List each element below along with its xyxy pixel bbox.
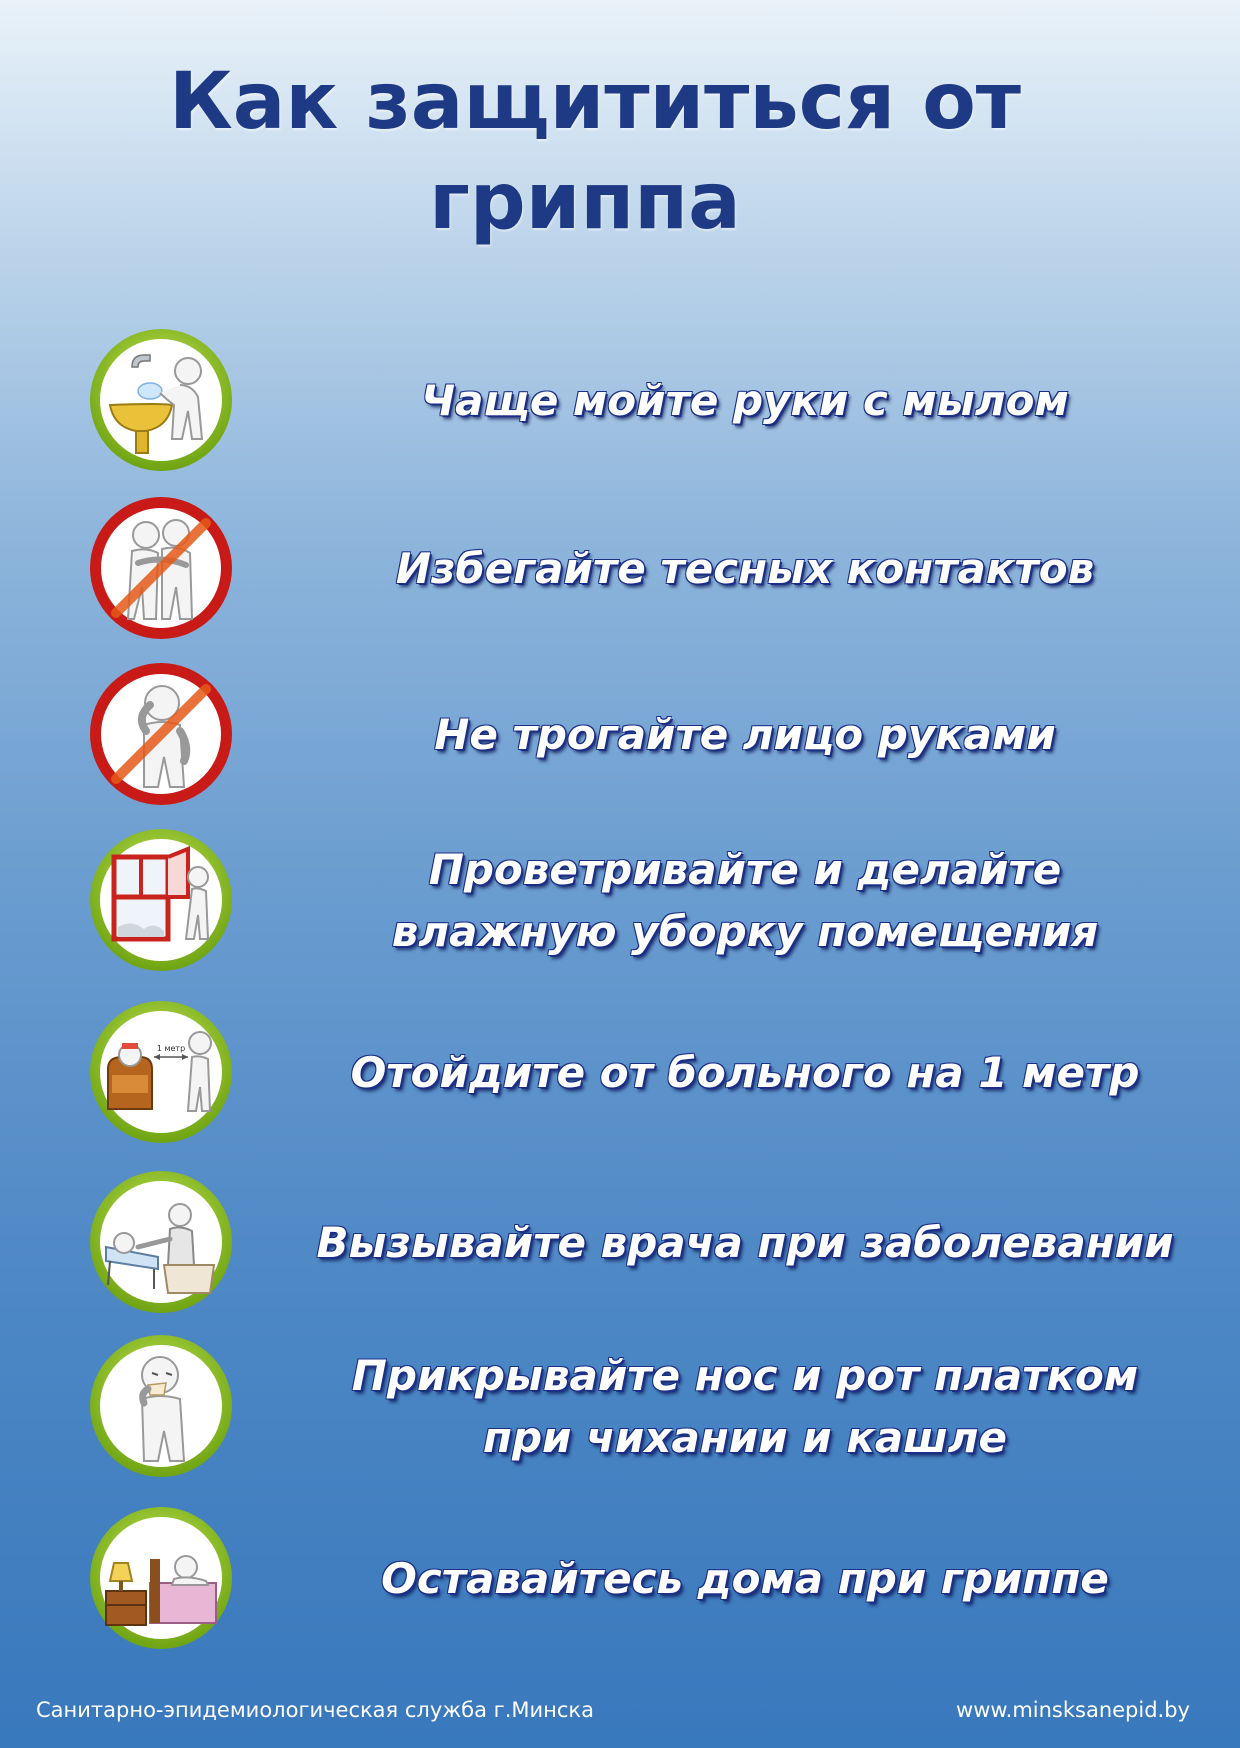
rule-item-stay-home <box>0 1496 1240 1646</box>
rule-item-call-doctor <box>0 1160 1240 1310</box>
rule-item-wash-hands <box>0 318 1240 468</box>
rule-item-avoid-contacts <box>0 486 1240 636</box>
rule-text-line: при чихании и кашле <box>482 1413 1008 1462</box>
title-line-1: Как защититься от <box>169 57 1021 147</box>
rule-text-line: Избегайте тесных контактов <box>395 544 1095 593</box>
rule-text <box>250 1496 1240 1662</box>
rule-text <box>250 1324 1240 1490</box>
rule-text-line: Вызывайте врача при заболевании <box>316 1218 1174 1267</box>
rule-item-cover-sneeze <box>0 1324 1240 1474</box>
rule-text <box>250 818 1240 984</box>
doctor-visit-icon <box>88 1169 234 1315</box>
rule-text-line: Оставайтесь дома при гриппе <box>381 1554 1109 1603</box>
rule-text <box>250 652 1240 818</box>
no-hugging-icon <box>88 495 234 641</box>
rule-text <box>250 318 1240 484</box>
stay-home-icon <box>88 1505 234 1651</box>
hand-washing-icon <box>88 327 234 473</box>
keep-distance-icon <box>88 999 234 1145</box>
rule-item-keep-distance <box>0 990 1240 1140</box>
rule-item-no-face-touch <box>0 652 1240 802</box>
rule-text-line: Не трогайте лицо руками <box>434 710 1056 759</box>
footer-website-link[interactable]: www.minsksanepid.by <box>956 1698 1190 1722</box>
rule-text-line: Чаще мойте руки с мылом <box>421 376 1069 425</box>
page-title <box>0 52 1240 252</box>
rule-text-line: Отойдите от больного на 1 метр <box>350 1048 1140 1097</box>
distance-label: 1 метр <box>156 1044 186 1053</box>
rule-text-line: влажную уборку помещения <box>391 907 1099 956</box>
rule-text <box>250 990 1240 1156</box>
title-line-2: гриппа <box>429 157 741 247</box>
rule-text-line: Проветривайте и делайте <box>428 845 1062 894</box>
open-window-icon <box>88 827 234 973</box>
handkerchief-icon <box>88 1333 234 1479</box>
rule-text <box>250 1160 1240 1326</box>
footer-organization: Санитарно-эпидемиологическая служба г.Минска <box>36 1698 594 1722</box>
rule-text-line: Прикрывайте нос и рот платком <box>351 1351 1139 1400</box>
rule-text <box>250 486 1240 652</box>
rule-item-ventilate <box>0 818 1240 968</box>
no-face-touching-icon <box>88 661 234 807</box>
